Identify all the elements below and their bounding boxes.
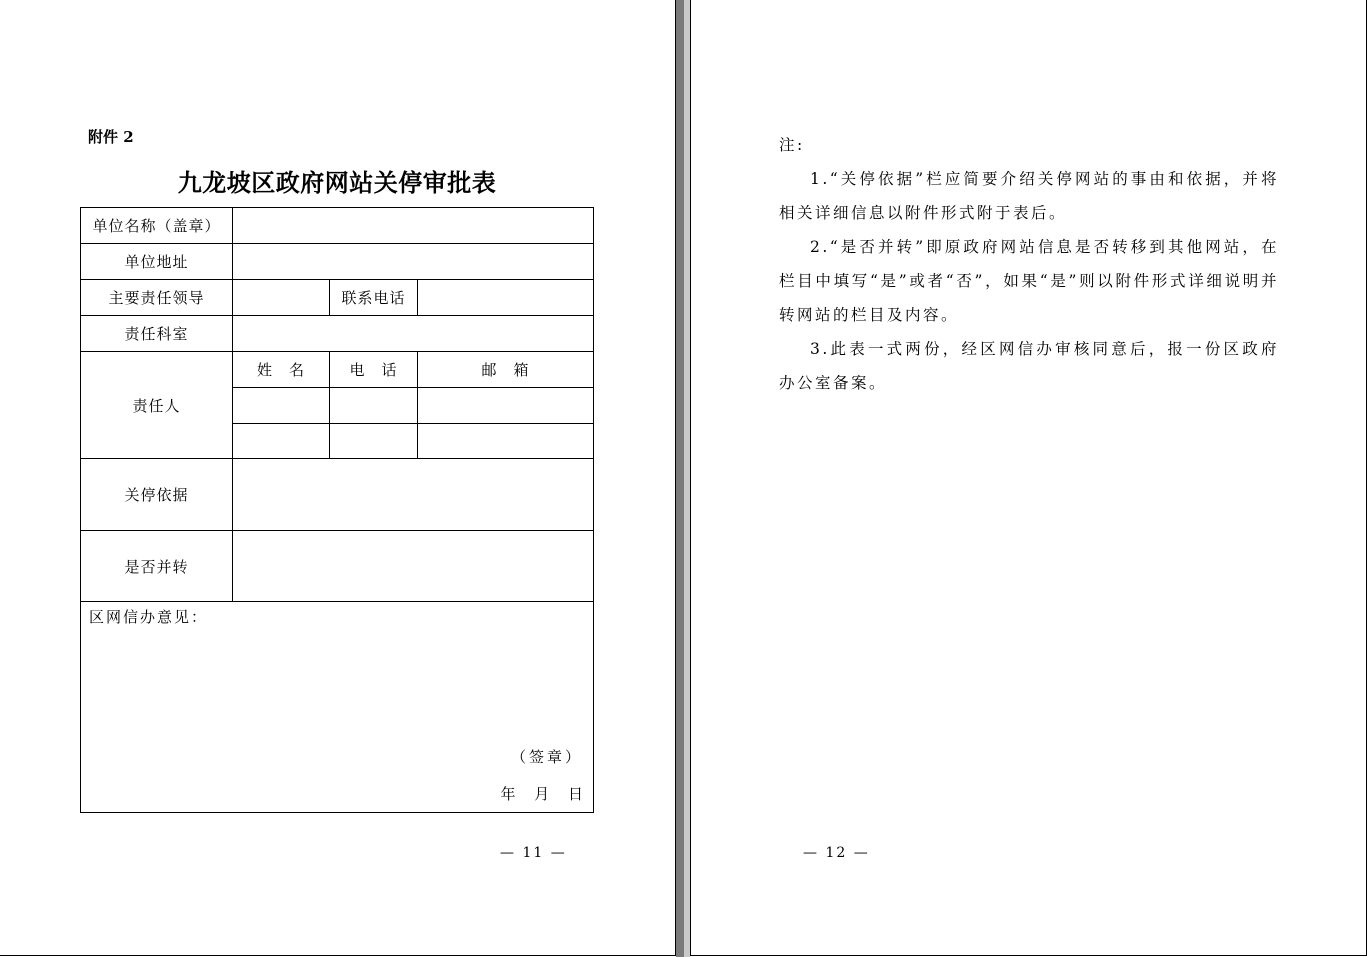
document-page-left: [0, 0, 676, 956]
notes-title: 注:: [779, 136, 805, 154]
page-number-left: — 11 —: [500, 845, 567, 861]
unit-name-label: 单位名称（盖章）: [92, 217, 221, 235]
shutdown-basis-field[interactable]: [233, 459, 593, 530]
col-name-header: 姓 名: [256, 361, 305, 379]
approval-form-table: [80, 207, 594, 813]
phone-label: 联系电话: [341, 289, 406, 307]
leader-label: 主要责任领导: [108, 289, 205, 307]
attachment-label: 附件 2: [88, 128, 134, 146]
note-item: 1.“关停依据”栏应简要介绍关停网站的事由和依据，并将相关详细信息以附件形式附于表后。: [779, 170, 1279, 222]
opinion-label: 区网信办意见：: [89, 608, 209, 626]
form-title: 九龙坡区政府网站关停审批表: [177, 168, 497, 197]
department-field[interactable]: [233, 316, 593, 351]
unit-address-label: 单位地址: [124, 253, 189, 271]
seal-label: （签章）: [510, 748, 583, 766]
date-label: 年 月 日: [500, 785, 583, 803]
document-page-right: [690, 0, 1367, 956]
col-phone-header: 电 话: [349, 361, 398, 379]
page-number-right: — 12 —: [803, 845, 870, 861]
note-item: 2.“是否并转”即原政府网站信息是否转移到其他网站，在栏目中填写“是”或者“否”，如果“是”则以附件形式详细说明并转网站的栏目及内容。: [779, 238, 1279, 324]
leader-field[interactable]: [233, 280, 329, 315]
phone-field[interactable]: [418, 280, 593, 315]
note-item: 3.此表一式两份，经区网信办审核同意后，报一份区政府办公室备案。: [779, 340, 1279, 392]
unit-address-field[interactable]: [233, 244, 593, 279]
shutdown-basis-label: 关停依据: [124, 486, 189, 504]
responsible-person-label: 责任人: [132, 396, 181, 415]
page-gutter: [676, 0, 690, 957]
merged-field[interactable]: [233, 531, 593, 601]
col-email-header: 邮 箱: [481, 361, 530, 379]
notes-section: [779, 128, 1279, 400]
department-label: 责任科室: [124, 325, 189, 343]
merged-label: 是否并转: [124, 557, 189, 576]
unit-name-field[interactable]: [233, 208, 593, 243]
